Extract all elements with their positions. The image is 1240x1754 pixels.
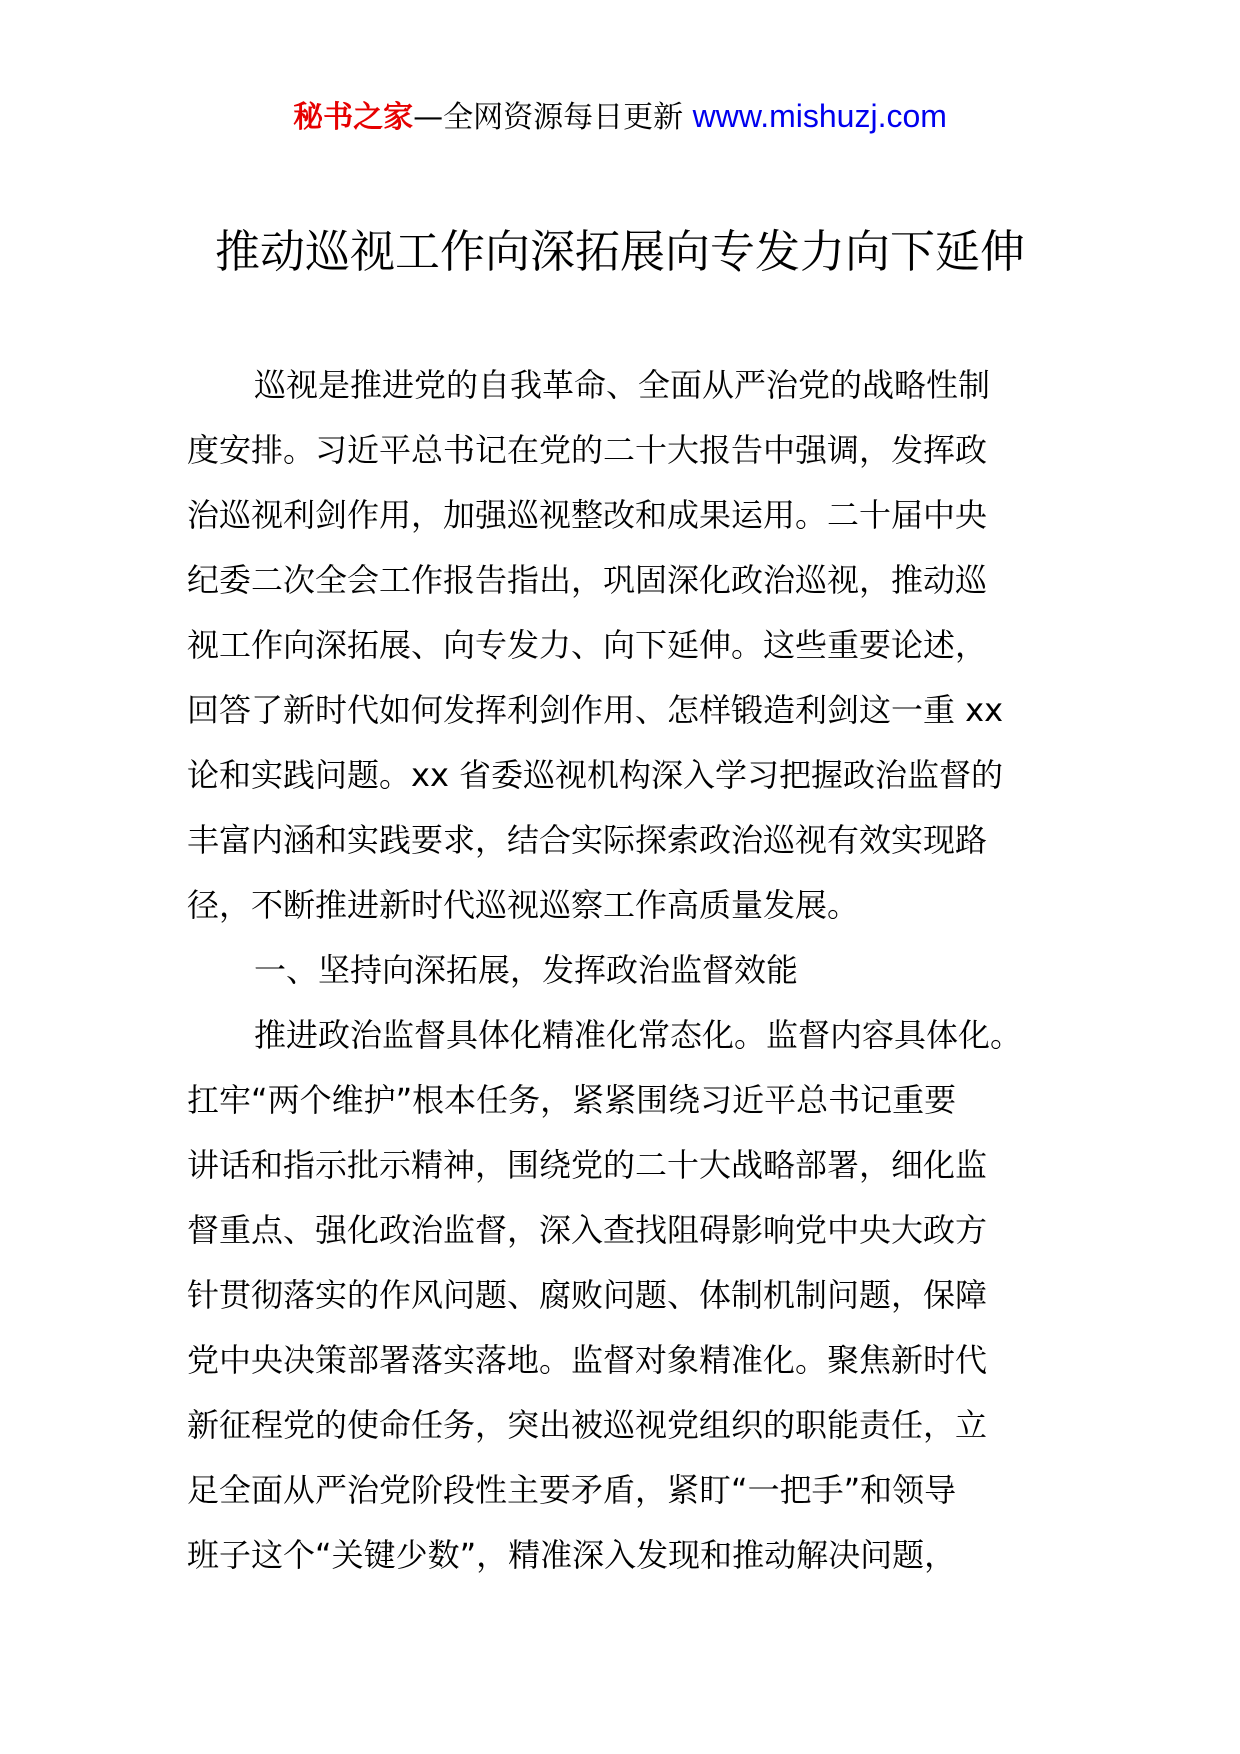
paragraph-line: 督重点、强化政治监督，深入查找阻碍影响党中央大政方 bbox=[187, 1211, 988, 1249]
paragraph-line: 讲话和指示批示精神，围绕党的二十大战略部署，细化监 bbox=[187, 1146, 988, 1184]
paragraph-line: 新征程党的使命任务，突出被巡视党组织的职能责任，立 bbox=[187, 1406, 988, 1444]
paragraph-line: 针贯彻落实的作风问题、腐败问题、体制机制问题，保障 bbox=[187, 1276, 988, 1314]
paragraph-line: 党中央决策部署落实落地。监督对象精准化。聚焦新时代 bbox=[187, 1341, 988, 1379]
paragraph-line: 回答了新时代如何发挥利剑作用、怎样锻造利剑这一重 xx bbox=[187, 691, 1004, 729]
paragraph-line: 治巡视利剑作用，加强巡视整改和成果运用。二十届中央 bbox=[187, 496, 988, 534]
document-title: 推动巡视工作向深拓展向专发力向下延伸 bbox=[214, 225, 1025, 278]
paragraph-line: 视工作向深拓展、向专发力、向下延伸。这些重要论述， bbox=[187, 626, 988, 664]
paragraph-line: 纪委二次全会工作报告指出，巩固深化政治巡视，推动巡 bbox=[187, 561, 988, 599]
paragraph-line: 足全面从严治党阶段性主要矛盾，紧盯“一把手”和领导 bbox=[187, 1471, 957, 1509]
site-url-link[interactable]: www.mishuzj.com bbox=[692, 98, 947, 134]
paragraph-line: 班子这个“关键少数”，精准深入发现和推动解决问题， bbox=[187, 1536, 957, 1574]
section-heading: 一、坚持向深拓展，发挥政治监督效能 bbox=[254, 951, 799, 989]
site-header bbox=[0, 96, 1240, 138]
site-tagline: —全网资源每日更新 bbox=[413, 100, 684, 135]
paragraph-line: 巡视是推进党的自我革命、全面从严治党的战略性制 bbox=[254, 366, 991, 404]
paragraph-line: 论和实践问题。xx 省委巡视机构深入学习把握政治监督的 bbox=[187, 756, 1004, 794]
site-brand: 秘书之家 bbox=[293, 100, 414, 135]
paragraph-line: 推进政治监督具体化精准化常态化。监督内容具体化。 bbox=[254, 1016, 1023, 1054]
paragraph-line: 径，不断推进新时代巡视巡察工作高质量发展。 bbox=[187, 886, 860, 924]
paragraph-line: 丰富内涵和实践要求，结合实际探索政治巡视有效实现路 bbox=[187, 821, 988, 859]
document-body bbox=[187, 353, 1067, 1588]
paragraph-line: 扛牢“两个维护”根本任务，紧紧围绕习近平总书记重要 bbox=[187, 1081, 957, 1119]
paragraph-line: 度安排。习近平总书记在党的二十大报告中强调，发挥政 bbox=[187, 431, 988, 469]
